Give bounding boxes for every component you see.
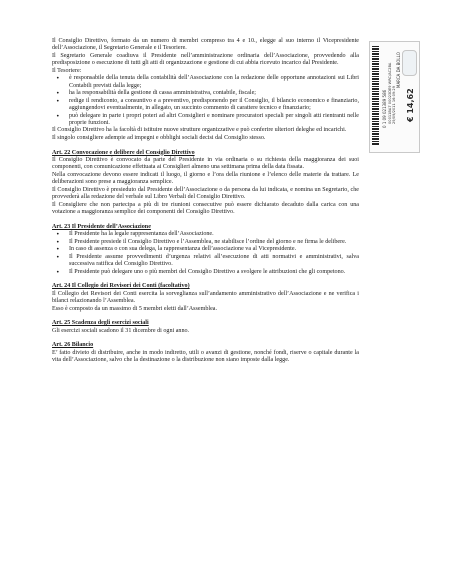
article-22-title: Art. 22 Convocazione e delibere del Consiglio Direttivo xyxy=(52,149,195,156)
intro-paragraph: Il Tesoriere: xyxy=(52,67,82,74)
revenue-stamp xyxy=(369,41,420,153)
tesoriere-list xyxy=(52,75,359,127)
intro-paragraph: Il Segretario Generale coadiuva il Presidente nell’amministrazione ordinaria dell’Associazione, provvedendo alla predisposizione o esecuzione di tutti gli atti di organizzazione e gestione di cui abbia ricevuto incarico dal Presidente. xyxy=(52,52,359,67)
paragraph: Esso è composto da un massimo di 5 membri eletti dall’Assemblea. xyxy=(52,305,218,312)
intro-paragraph: Il Consiglio Direttivo, formato da un numero di membri compreso tra 4 e 10., elegge al suo interno il Vicepresidente dell’Associazione, il Segretario Generale e il Tesoriere. xyxy=(52,38,359,52)
presidente-list xyxy=(52,231,359,276)
stamp-amount: € 14,62 xyxy=(406,88,415,122)
paragraph: Il Consiglio Direttivo è convocato da parte del Presidente in via ordinaria o su richiesta della maggioranza dei suoi componenti, con comunicazione effettuata ai Consiglieri almeno una settimana prima della data fissata. xyxy=(52,156,359,171)
article-23-title: Art. 23 Il Presidente dell’Associazione xyxy=(52,223,151,230)
list-item: • Il Presidente assume provvedimenti d’urgenza relativi all’esecuzione di atti normativi e amministrativi, salva successiva ratifica del Consiglio Direttivo. xyxy=(69,254,359,269)
paragraph: E’ fatto divieto di distribuire, anche in modo indiretto, utili o avanzi di gestione, nonché fondi, riserve o capitale durante la vita dell’Associazione, salvo che la destinazione o la distribuzione non siano imposte dalla legge. xyxy=(52,349,359,364)
article-26-title: Art. 26 Bilancio xyxy=(52,342,94,349)
paragraph: Il singolo consigliere adempie ad impegni e obblighi sociali decisi dal Consiglio stesso. xyxy=(52,134,266,141)
stamp-line: 29/09/2011 16:09:29 xyxy=(392,86,397,124)
document-body xyxy=(52,38,359,365)
list-item: • Il Presidente ha la legale rappresentanza dell’Associazione. xyxy=(69,231,359,238)
list-item: • può delegare in parte i propri poteri ad altri Consiglieri e nominare procuratori speciali per singoli atti rientranti nelle proprie funzioni. xyxy=(69,113,359,128)
list-item: • Il Presidente può delegare uno o più membri del Consiglio Direttivo a svolgere le attribuzioni che gli competono. xyxy=(69,269,359,276)
list-item: • redige il rendiconto, a consuntivo e a preventivo, predisponendo per il Consiglio, il bilancio economico e finanziario, aggiungendovi eventualmente, in allegato, un succinto commento di carattere tecnico e finanziario; xyxy=(69,98,359,113)
list-item: • Il Presidente presiede il Consiglio Direttivo e l’Assemblea, ne stabilisce l’ordine del giorno e ne firma le delibere. xyxy=(69,239,359,246)
article-24-title: Art. 24 Il Collegio dei Revisori dei Conti (facoltativo) xyxy=(52,283,190,290)
article-25-title: Art. 25 Scadenza degli esercizi sociali xyxy=(52,320,149,327)
list-item: • è responsabile della tenuta della contabilità dell’Associazione con la redazione delle opportune annotazioni sui Libri Contabili previsti dalla legge; xyxy=(69,75,359,90)
list-item: • ha la responsabilità della gestione di cassa amministrativa, contabile, fiscale; xyxy=(69,90,359,97)
paragraph: Il Consigliere che non partecipa a più di tre riunioni consecutive può essere dichiarato decaduto dalla carica con una votazione a maggioranza semplice dei componenti del Consiglio Direttivo. xyxy=(52,201,359,216)
stamp-label: MARCA DA BOLLO xyxy=(396,52,401,88)
paragraph: Gli esercizi sociali scadono il 31 dicembre di ogni anno. xyxy=(52,327,190,334)
emblem-icon xyxy=(402,50,417,76)
paragraph: Nella convocazione devono essere indicati il luogo, il giorno e l’ora della riunione e l’elenco delle materie da trattare. Le deliberazioni sono prese a maggioranza semplice. xyxy=(52,171,359,186)
list-item: • In caso di assenza o con sua delega, la rappresentanza dell’associazione va al Vicepresidente. xyxy=(69,246,359,253)
stamp-line: 00011BA7 00023DE9 WRC/AC2BA xyxy=(388,62,392,124)
paragraph: Il Consiglio Direttivo è presieduto dal Presidente dell’Associazione o da persona da lui indicata, e nomina un Segretario, che provvederà alla redazione del verbale sul Libro Verbali del Consiglio Direttivo. xyxy=(52,186,359,201)
barcode-icon xyxy=(372,46,379,146)
paragraph: Il Consiglio Direttivo ha la facoltà di istituire nuove strutture organizzative e può conferire ulteriori deleghe ed incarichi. xyxy=(52,127,347,134)
stamp-code: 0 1 09 021389 586 xyxy=(382,89,387,128)
paragraph: Il Collegio dei Revisori dei Conti esercita la sorveglianza sull’andamento amministrativo dell’Associazione e ne verifica i bilanci relazionando l’Assemblea. xyxy=(52,290,359,305)
